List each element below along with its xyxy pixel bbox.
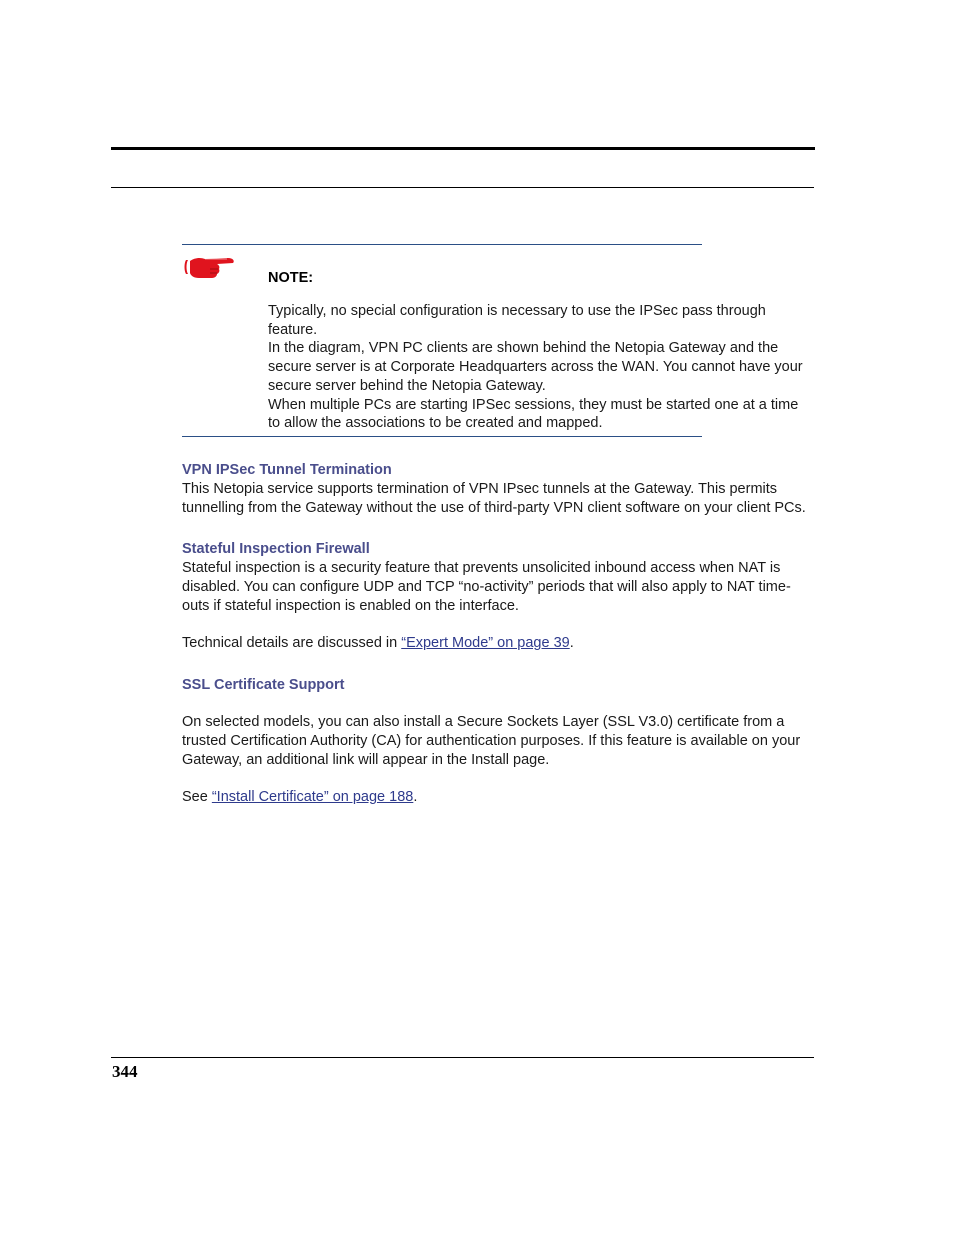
header-rule-thick: [111, 147, 815, 150]
install-certificate-link[interactable]: “Install Certificate” on page 188: [211, 789, 414, 805]
note-paragraph: In the diagram, VPN PC clients are shown behind the Netopia Gateway and the secure server is at Corporate Headquarters across the WAN. You cannot have your secure server behind the Netopia Gateway.: [268, 340, 803, 394]
section-body-firewall: Stateful inspection is a security feature that prevents unsolicited inbound access when NAT is disabled. You can configure UDP and TCP “no-activity” periods that will also apply to NAT time-outs if stateful inspection is enabled on the interface.: [182, 560, 791, 614]
see-also-line: [182, 788, 806, 807]
main-content: [182, 460, 806, 807]
page-number: 344: [112, 1062, 138, 1081]
details-suffix: .: [569, 635, 574, 651]
section-body-vpn: This Netopia service supports termination of VPN IPsec tunnels at the Gateway. This permits tunnelling from the Gateway without the use of third-party VPN client software on your client PCs.: [182, 481, 806, 516]
note-top-rule: [182, 244, 702, 245]
details-prefix: Technical details are discussed in: [182, 635, 402, 651]
note-label: NOTE:: [268, 270, 314, 286]
note-body: [268, 302, 808, 433]
see-prefix: See: [182, 789, 212, 805]
header-rule-thin: [111, 187, 814, 188]
section-heading-firewall: Stateful Inspection Firewall: [182, 541, 370, 557]
note-bottom-rule: [182, 436, 702, 437]
footer-rule: [111, 1057, 814, 1058]
pointing-hand-icon: [183, 253, 237, 280]
technical-details-line: [182, 634, 806, 653]
note-paragraph: Typically, no special configuration is necessary to use the IPSec pass through feature.: [268, 303, 766, 338]
section-heading-ssl: SSL Certificate Support: [182, 677, 345, 693]
section-heading-vpn: VPN IPSec Tunnel Termination: [182, 462, 392, 478]
see-suffix: .: [413, 789, 418, 805]
section-body-ssl: On selected models, you can also install a Secure Sockets Layer (SSL V3.0) certificate from a trusted Certification Authority (CA) for authentication purposes. If this feature is available on your Gateway, an additional link will appear in the Install page.: [182, 714, 801, 768]
expert-mode-link[interactable]: “Expert Mode” on page 39: [401, 635, 570, 651]
note-paragraph: When multiple PCs are starting IPSec sessions, they must be started one at a time to allow the associations to be created and mapped.: [268, 396, 799, 432]
